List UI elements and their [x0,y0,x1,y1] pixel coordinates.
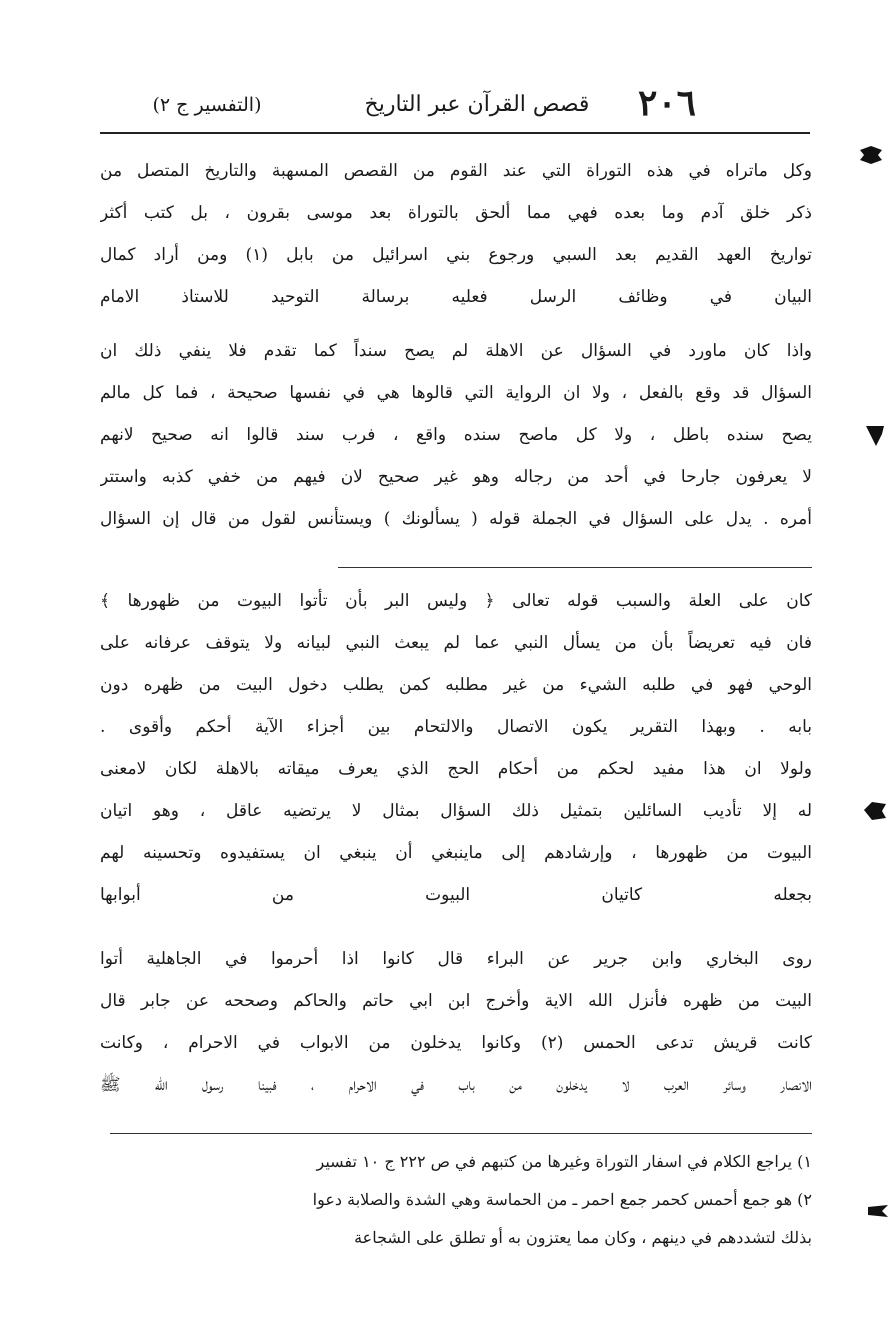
text-line: بجعله كاتيان البيوت من أبوابها [100,885,812,905]
punch-mark-icon [862,422,888,448]
text-line: لا يعرفون جارحا في أحد من رجاله وهو غير صحيح لان فيهم من خفي كذبه واستتر [100,467,812,487]
footnote-rule [110,1133,812,1134]
text-line: وكل ماتراه في هذه التوراة التي عند القوم من القصص المسهبة والتاريخ المتصل من [100,161,812,181]
text-line: بابه . وبهذا التقرير يكون الاتصال والالتحام بين أجزاء الآية أحكم وأقوى . [100,717,812,737]
text-line: أمره . يدل على السؤال في الجملة قوله ( يسألونك ) ويستأنس لقول من قال إن السؤال [100,509,812,529]
paragraph-4 [100,938,812,1106]
text-line: كانت قريش تدعى الحمس (٢) وكانوا يدخلون من الابواب في الاحرام ، وكانت [100,1033,812,1053]
text-line: كان على العلة والسبب قوله تعالى ﴿ وليس البر بأن تأتوا البيوت من ظهورها ﴾ [100,591,812,611]
text-line: الوحي فهو في طلبه الشيء من غير مطلبه كمن يطلب دخول البيت من ظهره دون [100,675,812,695]
running-title: قصص القرآن عبر التاريخ [364,92,590,117]
text-line: البيوت من ظهورها ، وإرشادهم إلى ماينبغي أن ينبغي ان يستفيدوه وتحسينه لهم [100,843,812,863]
header-rule [100,132,810,134]
footnote-2-continued: بذلك لتشددهم في دينهم ، وكان مما يعتزون به أو تطلق على الشجاعة [354,1228,812,1247]
paragraph-1 [100,150,812,318]
text-line: السؤال قد وقع بالفعل ، ولا ان الرواية التي قالوها هي في نفسها صحيحة ، فما كل مالم [100,383,812,403]
text-line: البيت من ظهره فأنزل الله الاية وأخرج ابن ابي حاتم والحاكم وصححه عن جابر قال [100,991,812,1011]
text-line: ولولا ان هذا مفيد لحكم من أحكام الحج الذي يعرف ميقاته بالاهلة لكان لامعنى [100,759,812,779]
footnotes [150,1143,812,1257]
text-line: يصح سنده باطل ، ولا كل ماصح سنده واقع ، فرب سند قالوا انه صحيح لانهم [100,425,812,445]
footnote-1: ١) يراجع الكلام في اسفار التوراة وغيرها من كتبهم في ص ٢٢٢ ج ١٠ تفسير [316,1152,812,1171]
text-line: واذا كان ماورد في السؤال عن الاهلة لم يصح سنداً كما تقدم فلا ينفي ذلك ان [100,341,812,361]
text-line: الانصار وسائر العرب لا يدخلون من باب في الاحرام ، فبينا رسول الله ﷺ [100,1075,812,1095]
volume-label: (التفسير ج ٢) [152,94,262,116]
text-line: البيان في وظائف الرسل فعليه برسالة التوحيد للاستاذ الامام [100,287,812,307]
section-divider [338,567,812,568]
text-line: فان فيه تعريضاً بأن من يسأل النبي عما لم يبعث النبي لبيانه ولا يتوقف عرفانه على [100,633,812,653]
text-line: له إلا تأديب السائلين بتمثيل ذلك السؤال بمثال لا يرتضيه عاقل ، وهو اتيان [100,801,812,821]
paragraph-2 [100,330,812,540]
text-line: تواريخ العهد القديم بعد السبي ورجوع بني اسرائيل من بابل (١) ومن أراد كمال [100,245,812,265]
text-line: ذكر خلق آدم وما بعده فهي مما ألحق بالتوراة بعد موسى بقرون ، بل كتب أكثر [100,203,812,223]
text-line: روى البخاري وابن جرير عن البراء قال كانوا اذا أحرموا في الجاهلية أتوا [100,949,812,969]
punch-mark-icon [866,1197,892,1223]
punch-mark-icon [862,798,888,824]
footnote-2: ٢) هو جمع أحمس كحمر جمع احمر ـ من الحماسة وهي الشدة والصلابة دعوا [312,1190,812,1209]
page-number: ٢٠٦ [637,82,696,124]
punch-mark-icon [858,142,884,168]
paragraph-3 [100,580,812,916]
